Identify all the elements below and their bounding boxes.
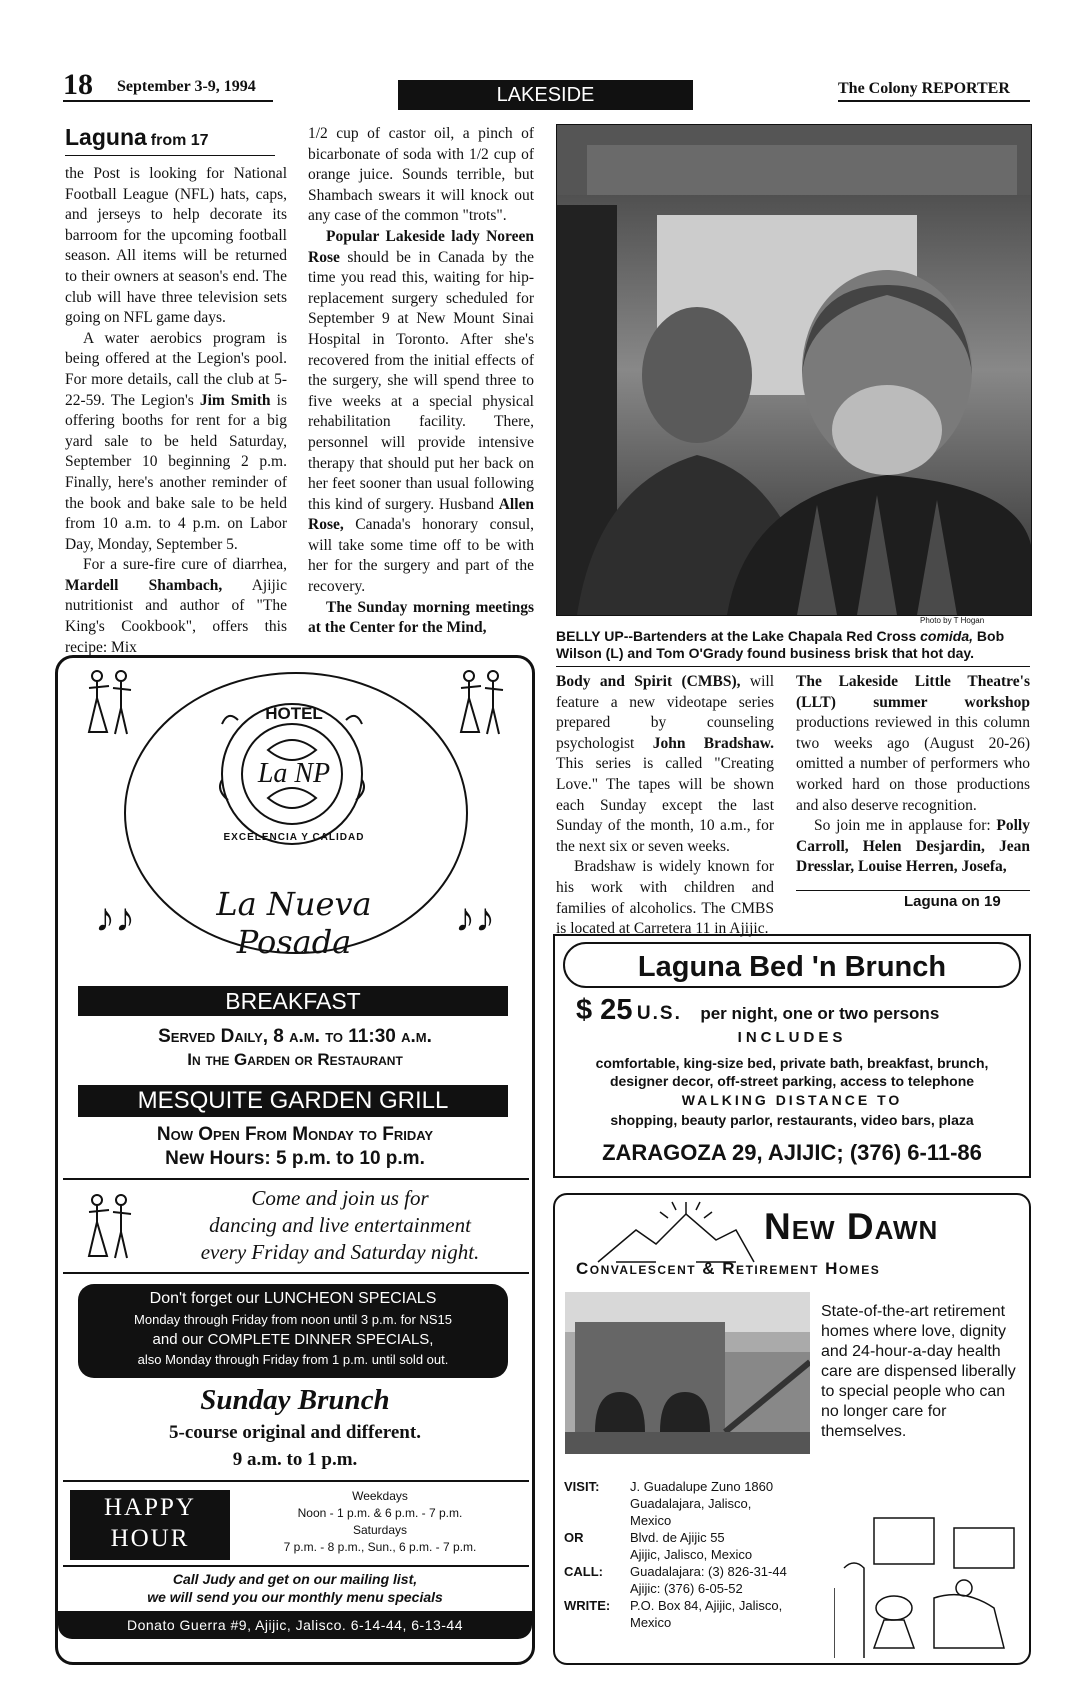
happy-hour-times: Weekdays Noon - 1 p.m. & 6 p.m. - 7 p.m. Saturdays 7 p.m. - 8 p.m., Sun., 6 p.m. - 7 p.m. (283, 1489, 477, 1554)
col4-paragraph-2: So join me in applause for: Polly Carroll, Helen Desjardin, Jean Dresslar, Louise Herren, Josefa, (796, 817, 1030, 876)
dancers-icon-bottom (83, 1192, 137, 1262)
luncheon-line-1: Don't forget our LUNCHEON SPECIALS (149, 1290, 437, 1307)
continued-line: Laguna on 19 (904, 893, 1001, 910)
col1-name-jim-smith: Jim Smith (199, 391, 271, 409)
luncheon-line-4: also Monday through Friday from 1 p.m. until sold out. (137, 1352, 449, 1367)
call-label: CALL: (564, 1564, 603, 1579)
heading-main: Laguna (65, 124, 147, 150)
caption-rule (556, 666, 1030, 667)
posada-divider-3 (63, 1480, 529, 1482)
luncheon-line-3: and our COMPLETE DINNER SPECIALS, (152, 1331, 434, 1348)
mailing-list: Call Judy and get on our mailing list, we will send you our monthly menu specials (147, 1571, 443, 1605)
page-number: 18 (63, 68, 93, 101)
col4-paragraph-1: The Lakeside Little Theatre's (LLT) summer workshop productions reviewed in this column two weeks ago (August 20-26) omitted a number of performers who worked hard on those productions and also deserve recognition. (796, 673, 1030, 814)
bnb-price-line: $ 25 U.S. per night, one or two persons (576, 994, 940, 1026)
heading-from: from 17 (150, 132, 209, 149)
col1-paragraph-1: the Post is looking for National Football League (NFL) hats, caps, and jerseys to help decorate its barroom for the upcoming football season. All items will be returned to their owners at season's end. The club will have three television sets going on NFL game days. (65, 165, 287, 327)
luncheon-line-2: Monday through Friday from noon until 3 p.m. for NS15 (134, 1312, 452, 1327)
section-title: LAKESIDE (398, 80, 693, 110)
posada-divider-4 (63, 1565, 529, 1567)
bnb-nearby: shopping, beauty parlor, restaurants, video bars, plaza (610, 1112, 974, 1128)
luncheon-box (78, 1284, 508, 1378)
visit-label: VISIT: (564, 1479, 600, 1494)
music-note-icon-left: ♪♪ (95, 895, 135, 940)
grill-title: MESQUITE GARDEN GRILL (78, 1085, 508, 1117)
issue-date: September 3-9, 1994 (117, 78, 256, 95)
bnb-includes: INCLUDES (737, 1029, 847, 1046)
article-heading (65, 124, 275, 156)
photo-credit: Photo by T Hogan (920, 616, 985, 625)
photo-caption: BELLY UP--Bartenders at the Lake Chapala Red Cross comida, Bob Wilson (L) and Tom O'Grady found business brisk that hot day. (556, 628, 1005, 661)
masthead-rule-right (838, 100, 1030, 102)
brunch-line-2: 9 a.m. to 1 p.m. (232, 1449, 358, 1470)
col3-paragraph-2: Bradshaw is widely known for his work with children and families of alcoholics. The CMBS is located at Carretera 11 in Ajijic. (556, 858, 774, 938)
dance-line-2: dancing and live entertainment (209, 1213, 471, 1237)
music-note-icon-right: ♪♪ (455, 895, 495, 940)
masthead-rule-left (63, 100, 273, 102)
col1-paragraph-3: For a sure-fire cure of diarrhea, Mardell Shambach, Ajijic nutritionist and author of "The King's Cookbook", offers this recipe: Mix (65, 556, 287, 656)
breakfast-line-1: Served Daily, 8 a.m. to 11:30 a.m. (158, 1026, 432, 1047)
article-column-1 (65, 164, 287, 658)
col3-name-bradshaw: John Bradshaw. (652, 734, 774, 752)
article-column-2 (308, 124, 534, 639)
posada-address: Donato Guerra #9, Ajijic, Jalisco. 6-14-44, 6-13-44 (58, 1611, 532, 1639)
bnb-walking: WALKING DISTANCE TO (681, 1092, 903, 1108)
hotel-seal-monogram: La NP (257, 758, 331, 789)
dance-line-1: Come and join us for (251, 1186, 429, 1210)
posada-divider-2 (63, 1272, 529, 1274)
col1-name-shambach: Mardell Shambach, (65, 576, 223, 594)
col3-paragraph-1: Body and Spirit (CMBS), will feature a new videotape series prepared by counseling psychologist John Bradshaw. This series is called "Creating Love." The tapes will be shown each Sunday except the last Sunday of the month, 10 a.m., for the next six or seven weeks. (556, 673, 775, 855)
col2-paragraph-2: Popular Lakeside lady Noreen Rose should be in Canada by the time you read this, waiting for hip-replacement surgery scheduled for September 9 at New Mount Sinai Hospital in Toronto. After she's recovered from the initial effects of the surgery, she will spend three to five weeks at a special physical rehabilitation facility. There, personnel will provide intensive therapy that should put her back on her feet sooner than usual following this kind of surgery. Husband Allen Rose, Canada's honorary consul, will take some time off to be with her for the surgery and part of the recovery. (308, 227, 535, 596)
grill-line-2: New Hours: 5 p.m. to 10 p.m. (165, 1148, 425, 1169)
col2-name-allen-rose: Allen Rose, (308, 495, 535, 534)
dancers-icon-left (83, 668, 137, 738)
bnb-address: ZARAGOZA 29, AJIJIC; (376) 6-11-86 (602, 1140, 982, 1165)
breakfast-title: BREAKFAST (78, 986, 508, 1016)
newdawn-title: New Dawn (764, 1206, 939, 1247)
newdawn-room-illustration (834, 1508, 1024, 1658)
dance-line-3: every Friday and Saturday night. (200, 1240, 480, 1264)
brunch-title: Sunday Brunch (200, 1384, 390, 1416)
article-column-3 (556, 672, 774, 940)
write-label: WRITE: (564, 1598, 611, 1613)
newdawn-building-photo (565, 1292, 810, 1454)
brunch-line-1: 5-course original and different. (169, 1422, 421, 1443)
news-photo (556, 124, 1032, 616)
newdawn-subtitle: Convalescent & Retirement Homes (576, 1259, 881, 1278)
happy-hour-badge: HAPPY HOUR (70, 1490, 230, 1560)
breakfast-line-2: In the Garden or Restaurant (187, 1050, 403, 1069)
col2-name-noreen-rose: Noreen Rose (308, 227, 535, 266)
dancers-icon-right (455, 668, 509, 738)
newdawn-contacts: VISIT: J. Guadalupe Zuno 1860 Guadalajara, Jalisco, Mexico OR Blvd. de Ajijic 55 Ajijic, Jalisco, Mexico CALL: Guadalajara: (3) 826-31-44 Ajijic: (376) 6-05-52 WRITE: P.O. Box 84, Ajijic, Jalisco, Mexico (564, 1479, 787, 1630)
paper-name: The Colony REPORTER (838, 80, 1010, 97)
bnb-amenities: comfortable, king-size bed, private bath, breakfast, brunch, designer decor, off-street parking, access to telephone (595, 1055, 989, 1089)
continued-rule (796, 890, 1030, 891)
or-label: OR (564, 1530, 584, 1545)
posada-divider-1 (63, 1178, 529, 1180)
grill-line-1: Now Open From Monday to Friday (156, 1124, 434, 1145)
newdawn-blurb: State-of-the-art retirement homes where love, dignity and 24-hour-a-day health care are dispensed liberally to special people who can no longer care for themselves. (821, 1303, 1016, 1440)
hotel-name: La Nueva Posada (216, 885, 372, 961)
hotel-seal-top: HOTEL (265, 704, 323, 723)
col1-paragraph-2: A water aerobics program is being offered at the Legion's pool. For more details, call the club at 5-22-59. The Legion's Jim Smith is offering booths for rent for a big yard sale to be held Saturday, September 10 beginning 2 p.m. Finally, here's another reminder of the book and bake sale to be held from 10 a.m. to 4 p.m. on Labor Day, Monday, September 5. (65, 329, 287, 553)
hotel-seal-bottom: EXCELENCIA Y CALIDAD (223, 832, 365, 843)
bnb-title: Laguna Bed 'n Brunch (563, 942, 1021, 988)
col2-paragraph-3: The Sunday morning meetings at the Center for the Mind, (308, 598, 534, 637)
col2-paragraph-1: 1/2 cup of castor oil, a pinch of bicarbonate of soda with 1/2 cup of orange juice. Sounds terrible, but Shambach swears it will knock out any case of the common "trots". (308, 125, 534, 225)
article-column-4 (796, 672, 1030, 878)
